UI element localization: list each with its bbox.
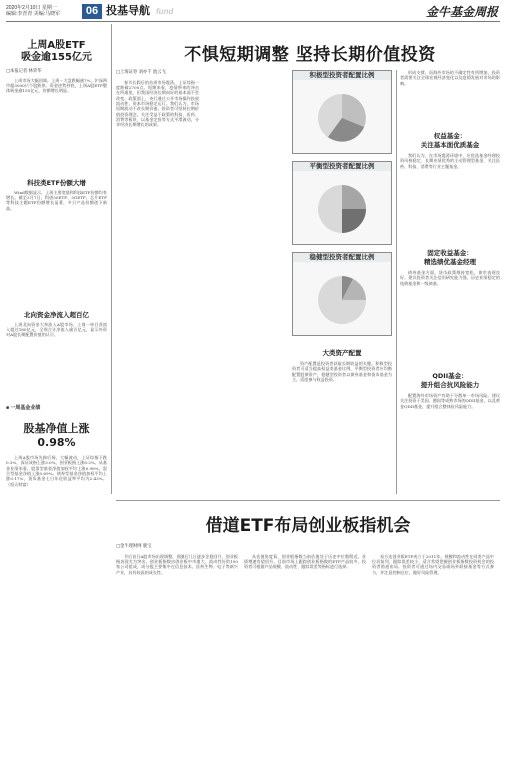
column-title-en: fund: [156, 7, 174, 16]
section-rule: [116, 500, 500, 501]
allocation-charts: [292, 70, 392, 340]
center-article: [116, 70, 288, 390]
column-divider-left: [111, 24, 112, 494]
bottom-col-1: 节后首日A股市场出现调整，但随后几日逐步企稳回升，创业板指表现尤为突出。创业板指数由创业板中市值大、流动性好的100家公司组成，成分股主要集中在信息技术、医药生物、电子等新兴产业，具有较高的成长性。: [116, 553, 238, 575]
chart-title-aggressive: 积极型投资者配置比例: [293, 71, 391, 80]
pie-chart-conservative: [293, 262, 391, 334]
center-subhead: 大类资产配置: [322, 349, 362, 357]
chart-box-aggressive: [292, 70, 392, 154]
left-article-1: [6, 24, 107, 394]
left-article-1-subhead-2: 北向资金净流入超百亿: [24, 310, 89, 319]
editor-line: 编辑:李青青 美编:马晓军: [6, 11, 61, 17]
left-article-2-title: 股基净值上涨0.98%: [23, 422, 90, 449]
header-date: [6, 5, 60, 17]
bottom-col-2: 从估值角度看，创业板指数当前估值处于历史中位数附近，业绩增速有望回升。目前市场上跟踪创业板指数的ETF产品较多，投资者可根据产品规模、流动性、跟踪误差等指标进行选择。: [244, 553, 366, 570]
left-article-1-body-2: Wind数据显示，上周主要宽基和科技ETF份额均有增长。截至2月7日，科创50ETF、5GETF、芯片ETF等科技主题ETF份额增长显著，多只产品份额创下新高。: [6, 189, 107, 211]
center-article-byline: □上海证券 刘亦千 池云飞: [116, 70, 166, 75]
left-article-1-subhead-1: 科技类ETF份额大增: [27, 178, 86, 187]
right-body-2: 债券基金方面，货币政策维持宽松，债市表现良好。建议投资者关注信用研究能力强、历史业绩稳定的纯债基金和一级债基。: [400, 270, 500, 286]
header-rule: [6, 21, 500, 22]
left-article-2-section: ■ 一周基金业绩: [6, 405, 41, 411]
paper-title: 金牛基金周报: [425, 5, 498, 19]
date-line: 2020年2月10日 星期一: [6, 5, 57, 11]
center-article-lower: [292, 348, 392, 493]
column-divider-right: [396, 70, 397, 494]
center-headline: 不惧短期调整 坚持长期价值投资: [184, 45, 436, 65]
left-article-1-body-3: 上周北向资金大举流入A股市场，上周一单日净流入超过180亿元，全周合计净流入逾百亿元，显示外资对A股长期配置价值的认可。: [6, 321, 107, 338]
pie-chart-aggressive: [293, 80, 391, 152]
left-article-1-title: 上周A股ETF 吸金逾155亿元: [21, 40, 92, 63]
column-title: 投基导航: [106, 5, 150, 17]
chart-title-conservative: 稳健型投资者配置比例: [293, 253, 391, 262]
bottom-col-3: 易方达创业板ETF成立于2011年，规模和流动性在同类产品中位居前列，跟踪误差较小，适合希望把握创业板指数投资机会的投资者借道布局。投资者可通过场内交易或场外联接基金等方式参与，并注意控制仓位，做好风险管理。: [372, 553, 494, 575]
right-subhead-3: QDII基金： 提升组合抗风险能力: [420, 372, 480, 389]
right-body-3: 配置海外市场资产有助于分散单一市场风险。建议关注投资于美国、德国等成熟市场的QDII基金，以及黄金QDII基金，提升组合整体抗风险能力。: [400, 393, 500, 409]
chart-box-conservative: [292, 252, 392, 336]
center-article-col-1: 春节长假后的首周市场震荡，上证综指一度跌破2700点。短期来看，疫情带来的冲击在所难免，但我国经济长期向好的基本面不会改变。政策面上，央行通过公开市场操作投放流动性，资本市场稳定运行。我们认为，市场短期波动不改长期价值，投资者可坚持长期价值投资理念，关注受益于政策的科技、医药、消费等板块，以基金定投等方式平滑波动，分享经济长期增长的成果。: [116, 79, 199, 128]
center-article-col-2: [204, 80, 287, 382]
right-column: [400, 70, 500, 494]
left-article-2: [6, 404, 107, 744]
right-intro: 形成支撑，而海外市场的不确定性有所增加，投资者需要关注全球宏观经济变化以及疫情发展对市场的影响。: [400, 70, 500, 86]
chart-title-balanced: 平衡型投资者配置比例: [293, 162, 391, 171]
center-body-2: 资产配置是投资者获取长期收益的关键。积极型投资者可适当提高权益类基金比例，平衡型投资者应均衡配置股债资产，稳健型投资者以债券基金和货币基金为主，适度参与权益投资。: [292, 361, 392, 383]
pie-chart-balanced: [293, 171, 391, 243]
left-article-1-byline: □本报记者 林荣华: [6, 69, 42, 74]
page-number: 06: [82, 4, 102, 19]
bottom-byline: □金牛理财网 鹿宝: [116, 544, 152, 549]
bottom-headline: 借道ETF布局创业板指机会: [205, 516, 411, 536]
right-subhead-1: 权益基金： 关注基本面优质基金: [420, 132, 480, 149]
right-body-1: 我们认为，在市场震荡环境中，应优选基金经理投资风格稳定、长期业绩优秀的主动管理型基金，关注医药、科技、消费等行业主题基金。: [400, 153, 500, 169]
chart-box-balanced: [292, 161, 392, 245]
bottom-article: [116, 505, 500, 745]
left-article-1-body: 上周市场大幅回调，上周一大盘跌幅逾7%，沪深两市超3000只个股跌停。资金逆势抄底，上周A股ETF整体吸金逾155亿元，份额增长明显。: [6, 77, 107, 94]
left-article-2-body: 上周A股市场先抑后扬，大幅波动，上证综指下跌0.3%，深证成指上涨3.0%，创业板指上涨8.2%。从基金业绩来看，股票型基金净值加权平均上涨0.98%，混合型基金净值上涨0.69%。债券型基金净值加权平均上涨0.17%，货币基金七日年化收益率平均为2.43%。（恒天财富）: [6, 455, 107, 487]
right-subhead-2: 固定收益基金： 精选绩优基金经理: [424, 249, 476, 266]
